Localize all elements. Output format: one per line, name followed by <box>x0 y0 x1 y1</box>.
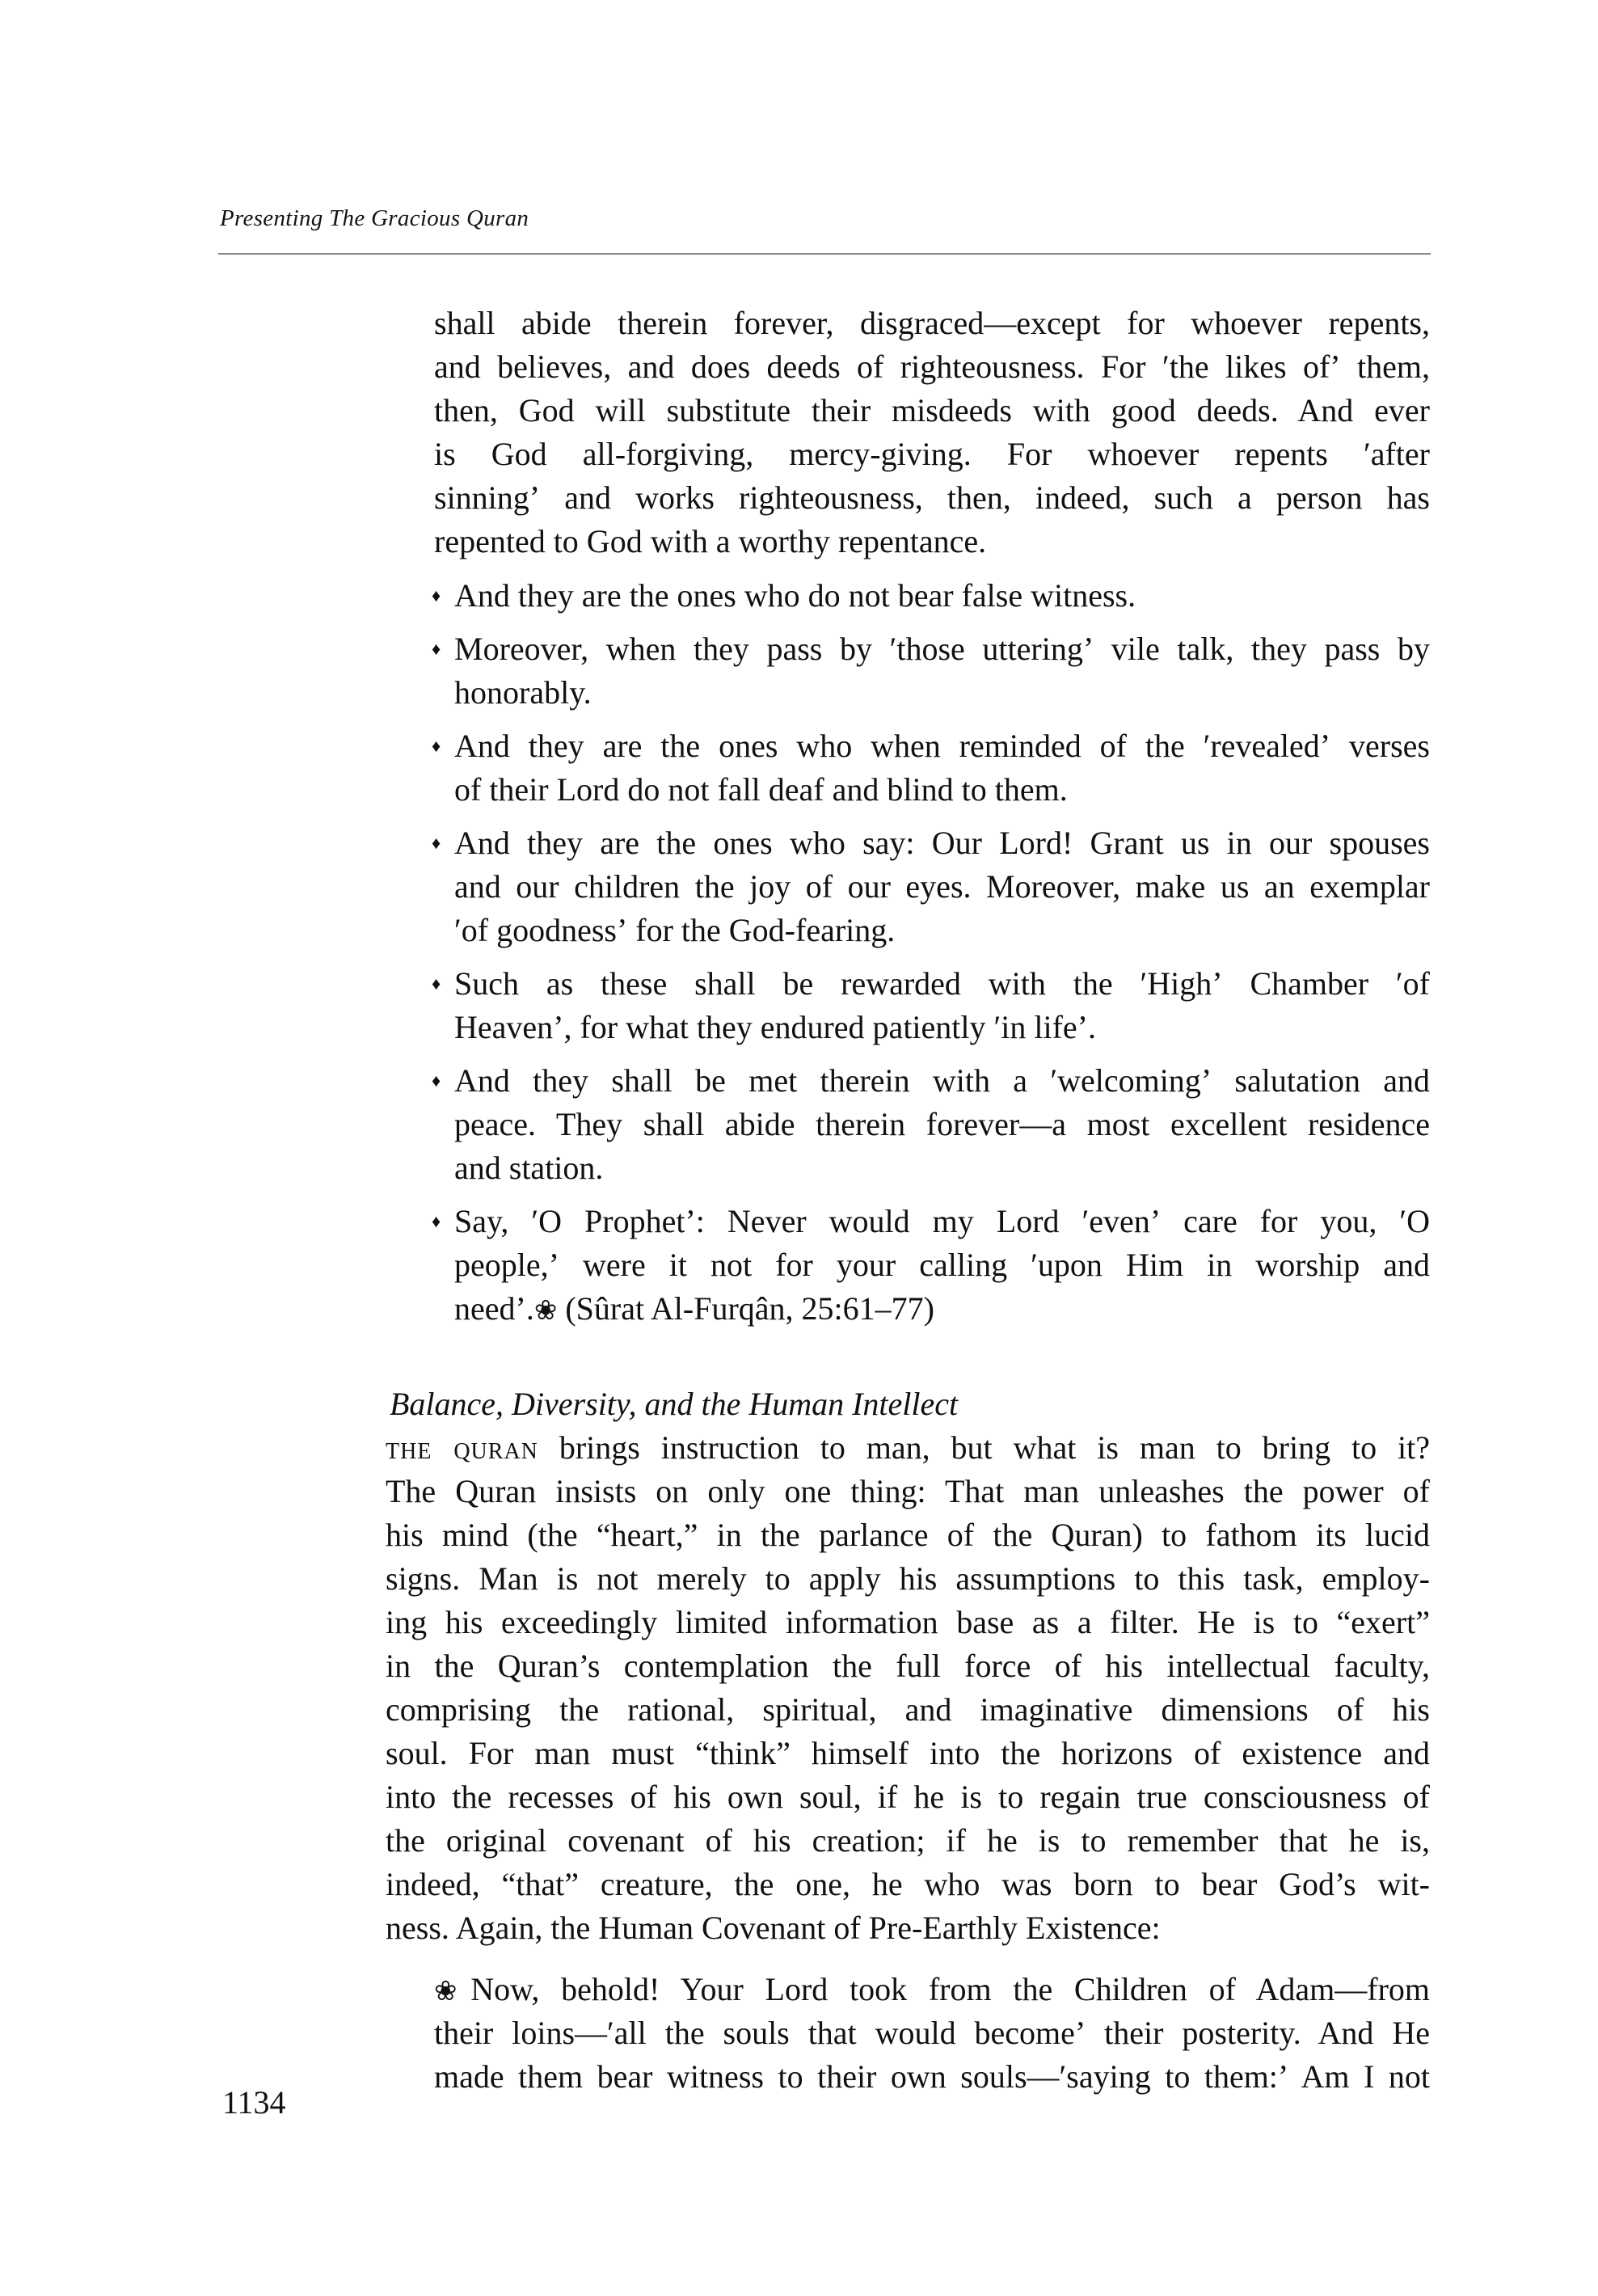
text-line: sinningʼ and works righteousness, then, indeed, such a person has <box>434 479 1430 516</box>
text-line: and station. <box>454 1150 604 1186</box>
text-line: and believes, and does deeds of righteousness. For ʹthe likes ofʼ them, <box>434 348 1430 385</box>
text-line: in the Quran’s contemplation the full force of his intellectual faculty, <box>386 1648 1430 1684</box>
text-line: indeed, “that” creature, the one, he who was born to bear God’s wit- <box>386 1866 1430 1902</box>
text-line: Moreover, when they pass by ʹthose utteringʼ vile talk, they pass by <box>454 631 1430 667</box>
text-line: repented to God with a worthy repentance. <box>434 523 987 559</box>
text-line: made them bear witness to their own souls—ʹsaying to them:ʼ Am I not <box>434 2058 1430 2095</box>
text-line: And they are the ones who say: Our Lord! Grant us in our spouses <box>454 825 1430 861</box>
diamond-bullet-icon: ♦ <box>432 639 441 659</box>
text-line: his mind (the “heart,” in the parlance of the Quran) to fathom its lucid <box>386 1517 1430 1553</box>
text-line: and our children the joy of our eyes. Moreover, make us an exemplar <box>454 868 1430 905</box>
text-line <box>434 1968 1430 2014</box>
running-head: Presenting The Gracious Quran <box>220 205 529 231</box>
text-line: ing his exceedingly limited information base as a filter. He is to “exert” <box>386 1604 1430 1640</box>
opening-ornament-icon: ❀ <box>434 1977 471 2007</box>
text-line: people,ʼ were it not for your calling ʹupon Him in worship and <box>454 1247 1430 1283</box>
section-heading: Balance, Diversity, and the Human Intellect <box>390 1386 959 1422</box>
page-number: 1134 <box>222 2084 286 2121</box>
diamond-bullet-icon: ♦ <box>432 1070 441 1091</box>
text-line: then, God will substitute their misdeeds with good deeds. And ever <box>434 392 1430 428</box>
text-line: soul. For man must “think” himself into the horizons of existence and <box>386 1735 1430 1771</box>
lead-smallcaps: the quran <box>386 1429 538 1466</box>
text-line: And they are the ones who when reminded of the ʹrevealedʼ verses <box>454 728 1430 764</box>
text-line: And they shall be met therein with a ʹwelcomingʼ salutation and <box>454 1062 1430 1099</box>
text-line: ness. Again, the Human Covenant of Pre-Earthly Existence: <box>386 1910 1161 1946</box>
quote-first-line: Now, behold! Your Lord took from the Children of Adam—from <box>470 1971 1431 2007</box>
text-line: is God all-forgiving, mercy-giving. For whoever repents ʹafter <box>434 436 1430 472</box>
verse-end-text: needʼ. <box>454 1290 534 1327</box>
text-line: The Quran insists on only one thing: That man unleashes the power of <box>386 1473 1430 1509</box>
text-line: honorably. <box>454 674 592 711</box>
diamond-bullet-icon: ♦ <box>432 833 441 853</box>
text-line: into the recesses of his own soul, if he is to regain true consciousness of <box>386 1779 1430 1815</box>
text-line: ʹof goodnessʼ for the God-fearing. <box>454 912 896 948</box>
diamond-bullet-icon: ♦ <box>432 736 441 756</box>
text-line: the original covenant of his creation; if he is to remember that he is, <box>386 1822 1430 1859</box>
diamond-bullet-icon: ♦ <box>432 1211 441 1231</box>
text-line: Heavenʼ, for what they endured patiently ʹin lifeʼ. <box>454 1009 1097 1045</box>
text-line: their loins—ʹall the souls that would becomeʼ their posterity. And He <box>434 2015 1430 2051</box>
text-line: shall abide therein forever, disgraced—except for whoever repents, <box>434 305 1430 341</box>
text-line: Such as these shall be rewarded with the ʹHighʼ Chamber ʹof <box>454 965 1430 1002</box>
text-line: of their Lord do not fall deaf and blind to them. <box>454 771 1068 808</box>
text-line <box>454 1287 1430 1333</box>
text-line: peace. They shall abide therein forever—a most excellent residence <box>454 1106 1430 1142</box>
closing-ornament-icon: ❀ <box>533 1296 558 1326</box>
citation: (Sûrat Al-Furqân, 25:61–77) <box>557 1290 934 1327</box>
diamond-bullet-icon: ♦ <box>432 973 441 994</box>
first-line-rest: brings instruction to man, but what is man to bring to it? <box>538 1429 1430 1466</box>
header-rule <box>218 253 1431 255</box>
text-line <box>386 1426 1430 1470</box>
text-line: comprising the rational, spiritual, and imaginative dimensions of his <box>386 1691 1430 1728</box>
text-line: And they are the ones who do not bear false witness. <box>454 577 1136 614</box>
diamond-bullet-icon: ♦ <box>432 585 441 606</box>
text-line: signs. Man is not merely to apply his assumptions to this task, employ- <box>386 1560 1430 1597</box>
text-line: Say, ʹO Prophetʼ: Never would my Lord ʹevenʼ care for you, ʹO <box>454 1203 1430 1239</box>
